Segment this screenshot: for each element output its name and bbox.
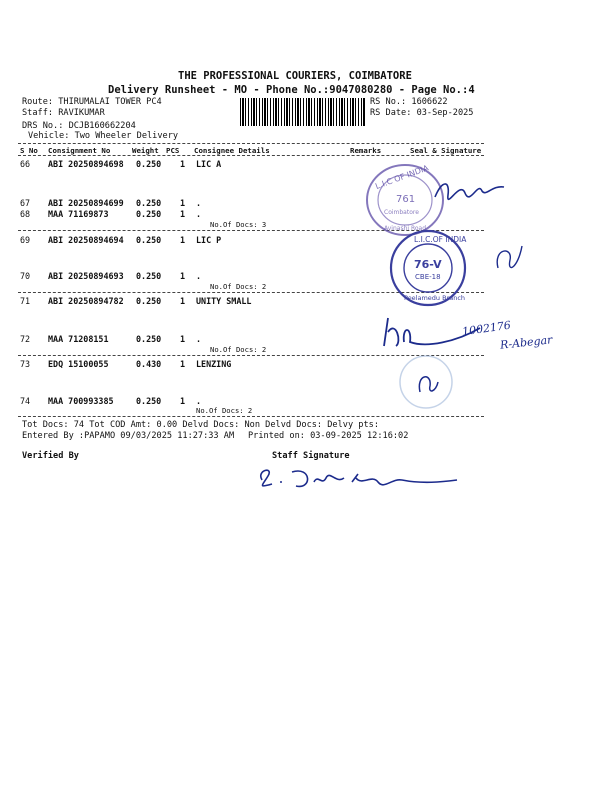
handwritten-note-1: 1002176 [461,318,512,339]
row-74-sno: 74 [20,396,31,406]
row-73-consignee: LENZING [196,359,232,369]
row-68-weight: 0.250 [136,209,162,219]
stamp1-branch: Coimbatore [384,209,419,216]
row-67-consignee: . [196,198,202,208]
row-68-consignee: . [196,209,202,219]
row-73-weight: 0.430 [136,359,162,369]
col-seal-signature: Seal & Signature [410,146,482,155]
col-sno: S No [20,146,38,155]
rs-date: RS Date: 03-Sep-2025 [370,108,474,118]
row-69-weight: 0.250 [136,235,162,245]
row-69-pcs: 1 [180,235,186,245]
col-remarks: Remarks [350,146,382,155]
row-66-pcs: 1 [180,159,186,169]
row-66-consignee: LIC A [196,159,222,169]
row-67-pcs: 1 [180,198,186,208]
row-72-weight: 0.250 [136,334,162,344]
row-72-sno: 72 [20,334,31,344]
col-consignee: Consignee Details [194,146,270,155]
col-consignment: Consignment No [48,146,111,155]
row-66-sno: 66 [20,159,31,169]
row-74-consignment: MAA 700993385 [48,396,114,406]
header-rule-top [18,143,484,144]
row-71-pcs: 1 [180,296,186,306]
row-70-consignment: ABI 20250894693 [48,271,124,281]
rs-number: RS No.: 1606622 [370,97,448,107]
entered-by: Entered By :PAPAMO 09/03/2025 11:27:33 AM [22,431,235,441]
printed-on: Printed on: 03-09-2025 12:16:02 [248,431,409,441]
row-73-consignment: EDQ 15100055 [48,359,109,369]
vehicle: Vehicle: Two Wheeler Delivery [28,131,179,141]
row-67-sno: 67 [20,198,31,208]
barcode [240,98,366,126]
stamp1-code: 761 [396,194,416,205]
row-69-consignee: LIC P [196,235,222,245]
handwritten-note-2: R-Abegar [499,333,553,352]
row-66-weight: 0.250 [136,159,162,169]
row-70-docs: No.Of Docs: 2 [210,282,267,291]
staff-signature-label: Staff Signature [272,451,350,461]
row-74-consignee: . [196,396,202,406]
row-71-sno: 71 [20,296,31,306]
row-74-pcs: 1 [180,396,186,406]
row-70-sno: 70 [20,271,31,281]
verified-by-label: Verified By [22,451,79,461]
lic-seal-stamp-2 [388,228,468,308]
row-67-weight: 0.250 [136,198,162,208]
row-70-consignee: . [196,271,202,281]
row-74-docs: No.Of Docs: 2 [196,406,253,415]
totals-line: Tot Docs: 74 Tot COD Amt: 0.00 Delvd Docs: Non Delvd Docs: Delvy pts: [22,420,379,430]
row-69-consignment: ABI 20250894694 [48,235,124,245]
route: Route: THIRUMALAI TOWER PC4 [22,97,162,107]
row-72-consignment: MAA 71208151 [48,334,109,344]
staff-signature [252,460,462,494]
row-72-docs: No.Of Docs: 2 [210,345,267,354]
row-72-pcs: 1 [180,334,186,344]
row-divider [18,416,484,417]
signature-row-66 [430,175,510,205]
row-69-sno: 69 [20,235,31,245]
row-72-consignee: . [196,334,202,344]
row-70-weight: 0.250 [136,271,162,281]
stamp2-text: L.I.C.OF INDIA [414,235,467,244]
col-pcs: PCS [166,146,180,155]
row-71-consignee: UNITY SMALL [196,296,252,306]
staff: Staff: RAVIKUMAR [22,108,105,118]
row-68-docs: No.Of Docs: 3 [210,220,267,229]
faint-seal-stamp [396,352,456,412]
stamp1-text: L.I.C OF INDIA [374,163,430,191]
stamp2-code: 76-V [414,258,442,271]
stamp2-branch: Peelamedu Branch [404,294,466,302]
row-66-consignment: ABI 20250894698 [48,159,124,169]
row-70-pcs: 1 [180,271,186,281]
stamp2-city: CBE-18 [415,273,441,281]
row-74-weight: 0.250 [136,396,162,406]
row-68-pcs: 1 [180,209,186,219]
row-68-consignment: MAA 71169873 [48,209,109,219]
row-73-sno: 73 [20,359,31,369]
row-73-pcs: 1 [180,359,186,369]
signature-row-69 [488,238,528,278]
row-71-consignment: ABI 20250894782 [48,296,124,306]
header-rule-bottom [18,155,484,156]
stamp1-sub: Avinashi Road [384,225,427,232]
row-67-consignment: ABI 20250894699 [48,198,124,208]
row-71-weight: 0.250 [136,296,162,306]
company-title: THE PROFESSIONAL COURIERS, COIMBATORE [178,70,412,82]
drs-number: DRS No.: DCJB160662204 [22,121,136,131]
row-68-sno: 68 [20,209,31,219]
col-weight: Weight [132,146,159,155]
runsheet-title: Delivery Runsheet - MO - Phone No.:9047080280 - Page No.:4 [108,84,475,96]
